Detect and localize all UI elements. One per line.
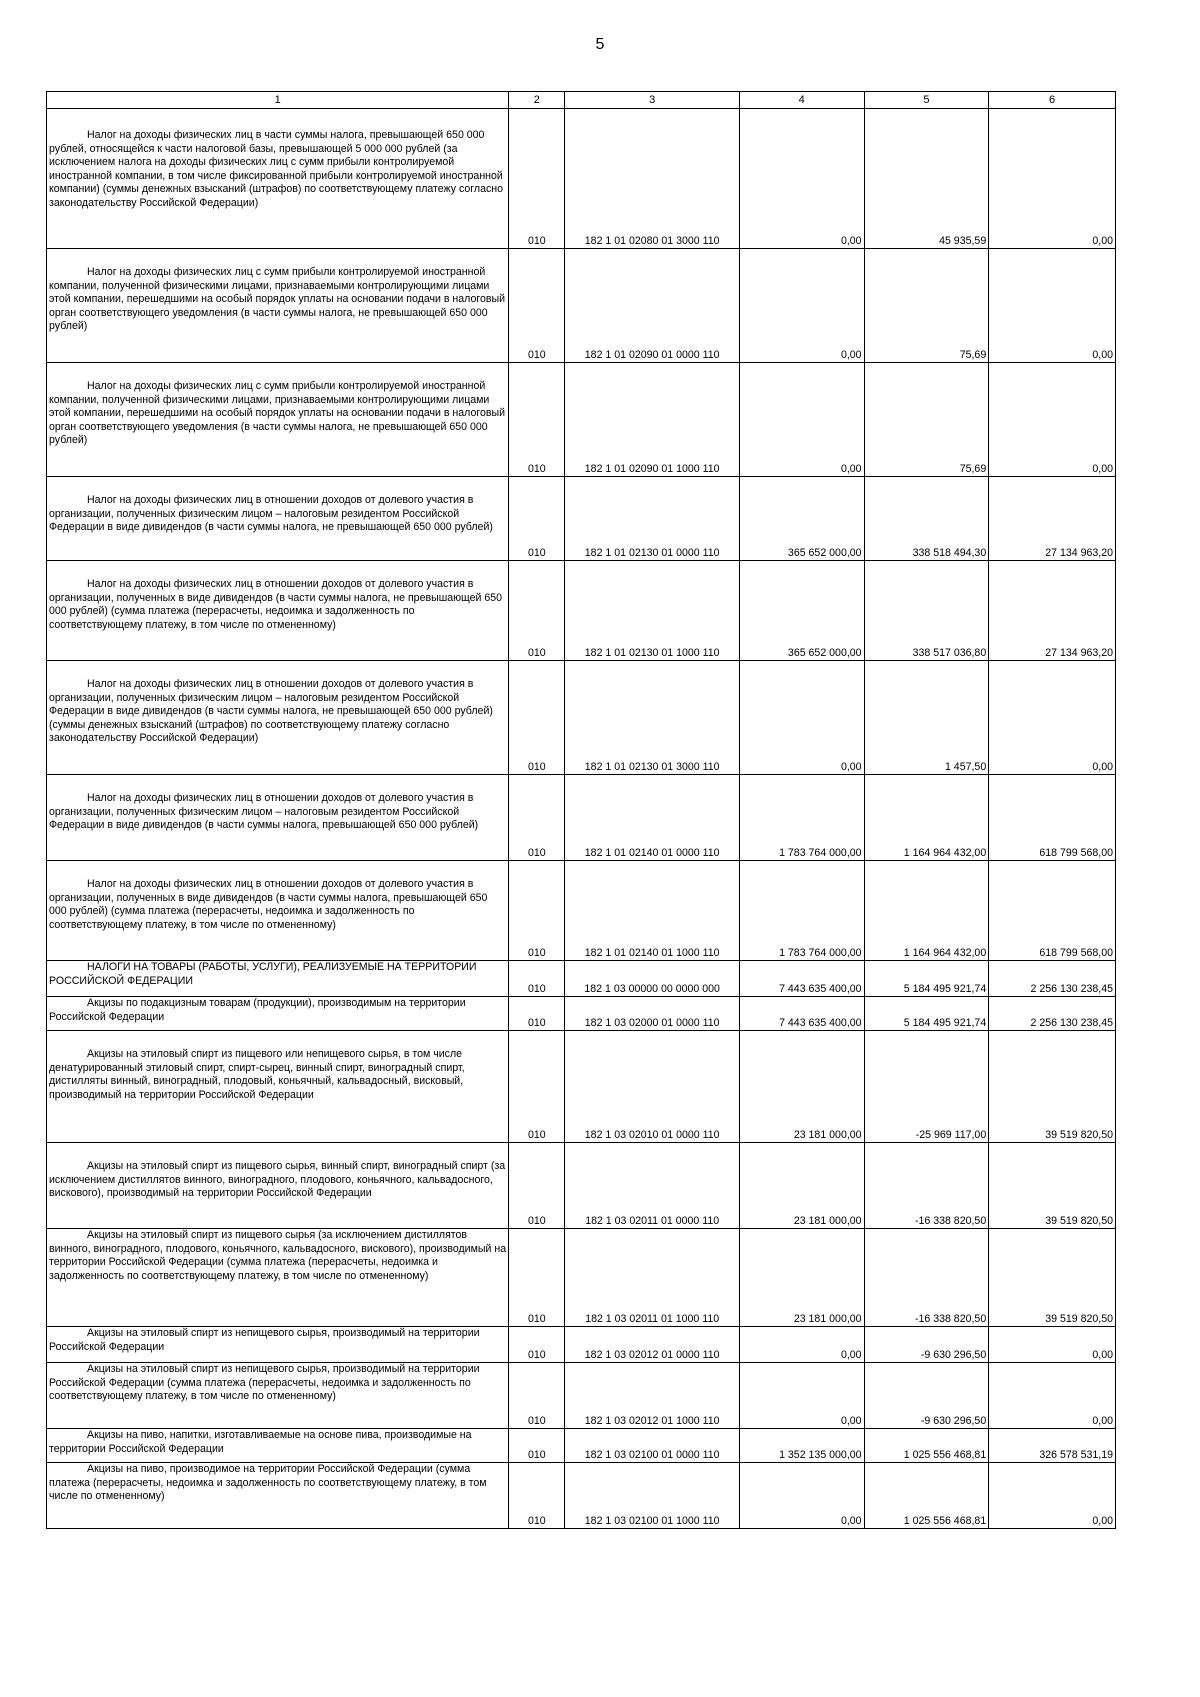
row-description-text: Налог на доходы физических лиц в отношении доходов от долевого участия в организации, полученных физическим лицом – налоговым резидентом Российской Федерации в виде дивидендов (в части суммы налога, превышающей 650 000 рублей): [49, 792, 479, 832]
table-row: [47, 1229, 1116, 1327]
row-description-text: Налог на доходы физических лиц с сумм прибыли контролируемой иностранной компании, полученной физическими лицами, признаваемыми контролирующими лицами этой компании, перешедшими на особый порядок уплаты на основании подачи в налоговый орган соответствующего уведомления (в части суммы налога, не превышающей 650 000 рублей): [49, 380, 506, 447]
row-line-code: 010: [509, 1031, 565, 1143]
table-row: [47, 1463, 1116, 1529]
row-description-text: Акцизы на этиловый спирт из непищевого сырья, производимый на территории Российской Федерации (сумма платежа (перерасчеты, недоимка и задолженность по соответствующему платежу, в том числе по отмененному): [49, 1363, 480, 1403]
table-row: [47, 109, 1116, 249]
row-description-text: Акцизы на этиловый спирт из пищевого или непищевого сырья, в том числе денатурированный этиловый спирт, спирт-сырец, винный спирт, виноградный спирт, дистилляты винный, виноградный, плодовый, коньячный, кальвадосный, висковый, производимый на территории Российской Федерации: [49, 1048, 465, 1101]
table-row: [47, 249, 1116, 363]
row-col6-value: 39 519 820,50: [989, 1229, 1116, 1327]
row-description: [47, 249, 509, 363]
table-row: [47, 363, 1116, 477]
row-budget-code: 182 1 03 02011 01 0000 110: [565, 1143, 740, 1229]
row-description-text: Налог на доходы физических лиц в части суммы налога, превышающей 650 000 рублей, относящейся к части налоговой базы, превышающей 5 000 000 рублей (за исключением налога на доходы физических лиц с сумм прибыли контролируемой иностранной компании, в том числе фиксированной прибыли контролируемой иностранной компании) (суммы денежных взысканий (штрафов) по соответствующему платежу согласно законодательству Российской Федерации): [49, 129, 504, 209]
row-budget-code: 182 1 03 02012 01 1000 110: [565, 1363, 740, 1429]
row-col5-value: 1 025 556 468,81: [864, 1429, 989, 1463]
row-col6-value: 618 799 568,00: [989, 775, 1116, 861]
row-line-code: 010: [509, 661, 565, 775]
row-line-code: 010: [509, 109, 565, 249]
row-col5-value: 45 935,59: [864, 109, 989, 249]
table-row: [47, 1429, 1116, 1463]
row-col5-value: 1 457,50: [864, 661, 989, 775]
row-col6-value: 0,00: [989, 249, 1116, 363]
revenue-table: [46, 91, 1116, 1529]
row-col5-value: 338 517 036,80: [864, 561, 989, 661]
row-budget-code: 182 1 03 02100 01 0000 110: [565, 1429, 740, 1463]
row-description-text: Налог на доходы физических лиц в отношении доходов от долевого участия в организации, полученных в виде дивидендов (в части суммы налога, превышающей 650 000 рублей) (сумма платежа (перерасчеты, недоимка и задолженность по соответствующему платежу, в том числе по отмененному): [49, 878, 488, 931]
header-col-1: 1: [47, 92, 509, 109]
row-description: [47, 1363, 509, 1429]
row-description: [47, 1429, 509, 1463]
header-col-2: 2: [509, 92, 565, 109]
header-col-3: 3: [565, 92, 740, 109]
table-row: [47, 775, 1116, 861]
row-col4-value: 0,00: [739, 109, 864, 249]
row-col6-value: 0,00: [989, 661, 1116, 775]
row-col5-value: 5 184 495 921,74: [864, 961, 989, 997]
row-col4-value: 0,00: [739, 661, 864, 775]
row-line-code: 010: [509, 1327, 565, 1363]
header-row: [47, 92, 1116, 109]
row-col4-value: 1 783 764 000,00: [739, 861, 864, 961]
row-description: [47, 363, 509, 477]
header-col-4: 4: [739, 92, 864, 109]
table-row: [47, 861, 1116, 961]
page-number: 5: [595, 36, 605, 53]
row-description-text: Акцизы на пиво, производимое на территории Российской Федерации (сумма платежа (перерасчеты, недоимка и задолженность по соответствующему платежу, в том числе по отмененному): [49, 1463, 487, 1503]
row-budget-code: 182 1 01 02090 01 0000 110: [565, 249, 740, 363]
row-col5-value: -16 338 820,50: [864, 1229, 989, 1327]
row-budget-code: 182 1 03 00000 00 0000 000: [565, 961, 740, 997]
row-col5-value: 1 025 556 468,81: [864, 1463, 989, 1529]
row-budget-code: 182 1 03 02010 01 0000 110: [565, 1031, 740, 1143]
row-col5-value: -25 969 117,00: [864, 1031, 989, 1143]
row-budget-code: 182 1 01 02140 01 1000 110: [565, 861, 740, 961]
row-description-text: НАЛОГИ НА ТОВАРЫ (РАБОТЫ, УСЛУГИ), РЕАЛИЗУЕМЫЕ НА ТЕРРИТОРИИ РОССИЙСКОЙ ФЕДЕРАЦИИ: [49, 961, 477, 987]
row-col5-value: 75,69: [864, 249, 989, 363]
row-col4-value: 0,00: [739, 363, 864, 477]
row-budget-code: 182 1 03 02100 01 1000 110: [565, 1463, 740, 1529]
row-col5-value: 1 164 964 432,00: [864, 775, 989, 861]
row-line-code: 010: [509, 249, 565, 363]
table-row: [47, 997, 1116, 1031]
row-line-code: 010: [509, 1363, 565, 1429]
row-col4-value: 1 783 764 000,00: [739, 775, 864, 861]
row-budget-code: 182 1 01 02130 01 0000 110: [565, 477, 740, 561]
row-description-text: Акцизы на пиво, напитки, изготавливаемые на основе пива, производимые на территории Российской Федерации: [49, 1429, 472, 1455]
row-line-code: 010: [509, 1143, 565, 1229]
row-col4-value: 23 181 000,00: [739, 1031, 864, 1143]
row-col6-value: 0,00: [989, 363, 1116, 477]
row-line-code: 010: [509, 1429, 565, 1463]
row-col4-value: 0,00: [739, 249, 864, 363]
row-line-code: 010: [509, 997, 565, 1031]
row-description-text: Акцизы на этиловый спирт из непищевого сырья, производимый на территории Российской Федерации: [49, 1327, 480, 1353]
row-description-text: Акцизы на этиловый спирт из пищевого сырья, винный спирт, виноградный спирт (за исключением дистиллятов винного, виноградного, плодового, коньячного, кальвадосного, вискового), производимый на территории Российской Федерации: [49, 1160, 506, 1200]
row-col4-value: 7 443 635 400,00: [739, 997, 864, 1031]
row-col4-value: 0,00: [739, 1463, 864, 1529]
row-col4-value: 7 443 635 400,00: [739, 961, 864, 997]
row-col6-value: 618 799 568,00: [989, 861, 1116, 961]
table-row: [47, 1143, 1116, 1229]
row-col6-value: 326 578 531,19: [989, 1429, 1116, 1463]
row-col5-value: -9 630 296,50: [864, 1363, 989, 1429]
row-line-code: 010: [509, 961, 565, 997]
row-description-text: Налог на доходы физических лиц с сумм прибыли контролируемой иностранной компании, полученной физическими лицами, признаваемыми контролирующими лицами этой компании, перешедшими на особый порядок уплаты на основании подачи в налоговый орган соответствующего уведомления (в части суммы налога, не превышающей 650 000 рублей): [49, 266, 506, 333]
row-col4-value: 365 652 000,00: [739, 561, 864, 661]
row-col6-value: 2 256 130 238,45: [989, 997, 1116, 1031]
row-description-text: Налог на доходы физических лиц в отношении доходов от долевого участия в организации, полученных физическим лицом – налоговым резидентом Российской Федерации в виде дивидендов (в части суммы налога, не превышающей 650 000 рублей): [49, 494, 493, 534]
table-row: [47, 961, 1116, 997]
row-description: [47, 997, 509, 1031]
row-col6-value: 0,00: [989, 1463, 1116, 1529]
row-col5-value: 1 164 964 432,00: [864, 861, 989, 961]
row-col5-value: -16 338 820,50: [864, 1143, 989, 1229]
row-description: [47, 1327, 509, 1363]
row-description: [47, 1463, 509, 1529]
row-line-code: 010: [509, 561, 565, 661]
table-row: [47, 561, 1116, 661]
row-line-code: 010: [509, 363, 565, 477]
row-col5-value: 5 184 495 921,74: [864, 997, 989, 1031]
row-budget-code: 182 1 01 02130 01 1000 110: [565, 561, 740, 661]
row-description: [47, 1229, 509, 1327]
row-description: [47, 775, 509, 861]
row-budget-code: 182 1 03 02012 01 0000 110: [565, 1327, 740, 1363]
row-description: [47, 861, 509, 961]
row-col4-value: 1 352 135 000,00: [739, 1429, 864, 1463]
row-col6-value: 27 134 963,20: [989, 477, 1116, 561]
table-row: [47, 477, 1116, 561]
row-col6-value: 27 134 963,20: [989, 561, 1116, 661]
row-line-code: 010: [509, 775, 565, 861]
row-col6-value: 0,00: [989, 109, 1116, 249]
row-description-text: Акцизы на этиловый спирт из пищевого сырья (за исключением дистиллятов винного, виноградного, плодового, коньячного, кальвадосного, вискового), производимый на территории Российской Федерации (сумма платежа (перерасчеты, недоимка и задолженность по соответствующему платежу, в том числе по отмененному): [49, 1229, 507, 1282]
row-description-text: Налог на доходы физических лиц в отношении доходов от долевого участия в организации, полученных физическим лицом – налоговым резидентом Российской Федерации в виде дивидендов (в части суммы налога, не превышающей 650 000 рублей) (суммы денежных взысканий (штрафов) по соответствующему платежу согласно законодательству Российской Федерации): [49, 678, 493, 745]
row-description: [47, 661, 509, 775]
row-line-code: 010: [509, 861, 565, 961]
header-col-6: 6: [989, 92, 1116, 109]
row-description-text: Акцизы по подакцизным товарам (продукции), производимым на территории Российской Федерации: [49, 997, 466, 1023]
row-budget-code: 182 1 03 02011 01 1000 110: [565, 1229, 740, 1327]
row-line-code: 010: [509, 1463, 565, 1529]
row-col4-value: 0,00: [739, 1327, 864, 1363]
row-budget-code: 182 1 01 02130 01 3000 110: [565, 661, 740, 775]
row-budget-code: 182 1 01 02080 01 3000 110: [565, 109, 740, 249]
row-col4-value: 0,00: [739, 1363, 864, 1429]
table-row: [47, 661, 1116, 775]
row-line-code: 010: [509, 477, 565, 561]
row-col5-value: 75,69: [864, 363, 989, 477]
row-budget-code: 182 1 01 02140 01 0000 110: [565, 775, 740, 861]
row-col5-value: -9 630 296,50: [864, 1327, 989, 1363]
row-description-text: Налог на доходы физических лиц в отношении доходов от долевого участия в организации, полученных в виде дивидендов (в части суммы налога, не превышающей 650 000 рублей) (сумма платежа (перерасчеты, недоимка и задолженность по соответствующему платежу, в том числе по отмененному): [49, 578, 503, 631]
row-description: [47, 561, 509, 661]
row-col4-value: 23 181 000,00: [739, 1229, 864, 1327]
row-col6-value: 39 519 820,50: [989, 1031, 1116, 1143]
header-col-5: 5: [864, 92, 989, 109]
row-col6-value: 39 519 820,50: [989, 1143, 1116, 1229]
row-description: [47, 961, 509, 997]
row-budget-code: 182 1 01 02090 01 1000 110: [565, 363, 740, 477]
row-description: [47, 1143, 509, 1229]
row-col4-value: 365 652 000,00: [739, 477, 864, 561]
table-row: [47, 1327, 1116, 1363]
row-col4-value: 23 181 000,00: [739, 1143, 864, 1229]
row-description: [47, 109, 509, 249]
table-row: [47, 1031, 1116, 1143]
table-row: [47, 1363, 1116, 1429]
row-line-code: 010: [509, 1229, 565, 1327]
row-col6-value: 2 256 130 238,45: [989, 961, 1116, 997]
row-budget-code: 182 1 03 02000 01 0000 110: [565, 997, 740, 1031]
row-col6-value: 0,00: [989, 1363, 1116, 1429]
row-col5-value: 338 518 494,30: [864, 477, 989, 561]
row-col6-value: 0,00: [989, 1327, 1116, 1363]
row-description: [47, 1031, 509, 1143]
row-description: [47, 477, 509, 561]
